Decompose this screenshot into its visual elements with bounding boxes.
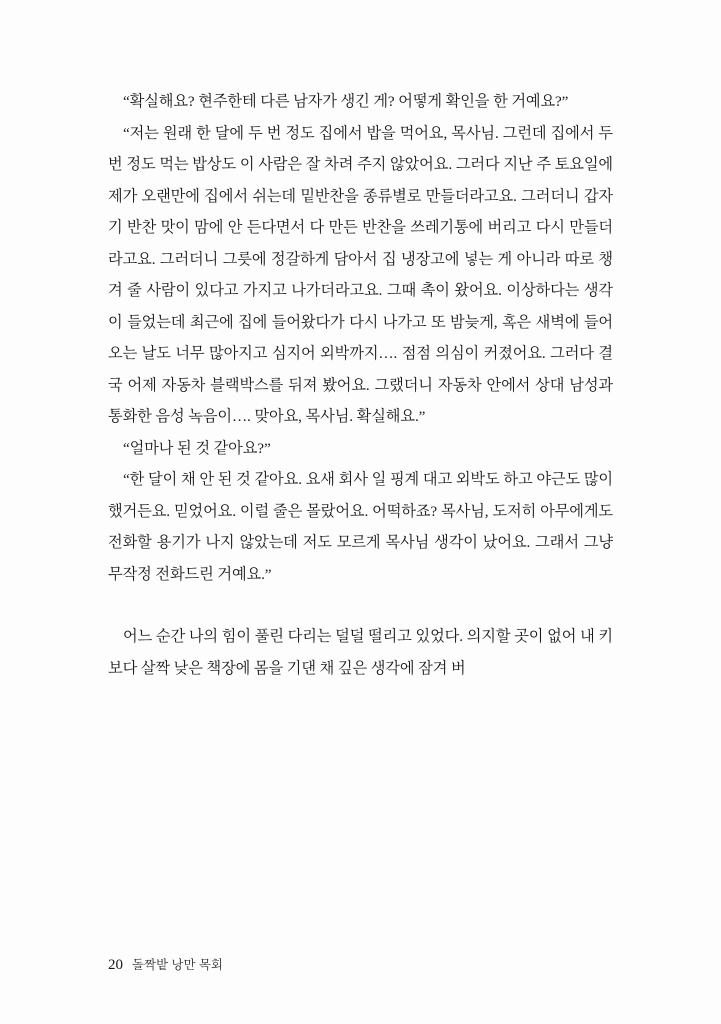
page-footer [108,955,223,974]
paragraph: 어느 순간 나의 힘이 풀린 다리는 덜덜 떨리고 있었다. 의지할 곳이 없어 내 키보다 살짝 낮은 책장에 몸을 기댄 채 깊은 생각에 잠겨 버 [108,628,613,677]
paragraph: “저는 원래 한 달에 두 번 정도 집에서 밥을 먹어요, 목사님. 그런데 집에서 두 번 정도 먹는 밥상도 이 사람은 잘 차려 주지 않았어요. 그러다 지난 주 토요일에 제가 오랜만에 집에서 쉬는데 밑반찬을 종류별로 만들더라고요. 그러더니 갑자기 반찬 맛이 맘에 안 든다면서 다 만든 반찬을 쓰레기통에 버리고 다시 만들더라고요. 그러더니 그릇에 정갈하게 담아서 집 냉장고에 넣는 게 아니라 따로 챙겨 줄 사람이 있다고 가지고 나가더라고요. 그때 촉이 왔어요. 이상하다는 생각이 들었는데 최근에 집에 들어왔다가 다시 나가고 또 밤늦게, 혹은 새벽에 들어오는 날도 너무 많아지고 심지어 외박까지…. 점점 의심이 커졌어요. 그러다 결국 어제 자동차 블랙박스를 뒤져 봤어요. 그랬더니 자동차 안에서 상대 남성과 통화한 음성 녹음이…. 맞아요, 목사님. 확실해요.” [108,124,613,425]
running-title: 돌짝밭 낭만 목회 [132,958,224,972]
page-number: 20 [108,957,123,973]
page-body [108,86,613,684]
paragraph: “얼마나 된 것 같아요?” [123,439,271,457]
paragraph-break [108,590,613,621]
paragraph: “한 달이 채 안 된 것 같아요. 요새 회사 일 핑계 대고 외박도 하고 야근도 많이 했거든요. 믿었어요. 이럴 줄은 몰랐어요. 어떡하죠? 목사님, 도저히 아무에게도 전화할 용기가 나지 않았는데 저도 모르게 목사님 생각이 났어요. 그래서 그냥 무작정 전화드린 거예요.” [108,471,613,583]
paragraph: “확실해요? 현주한테 다른 남자가 생긴 게? 어떻게 확인을 한 거예요?” [123,93,569,110]
